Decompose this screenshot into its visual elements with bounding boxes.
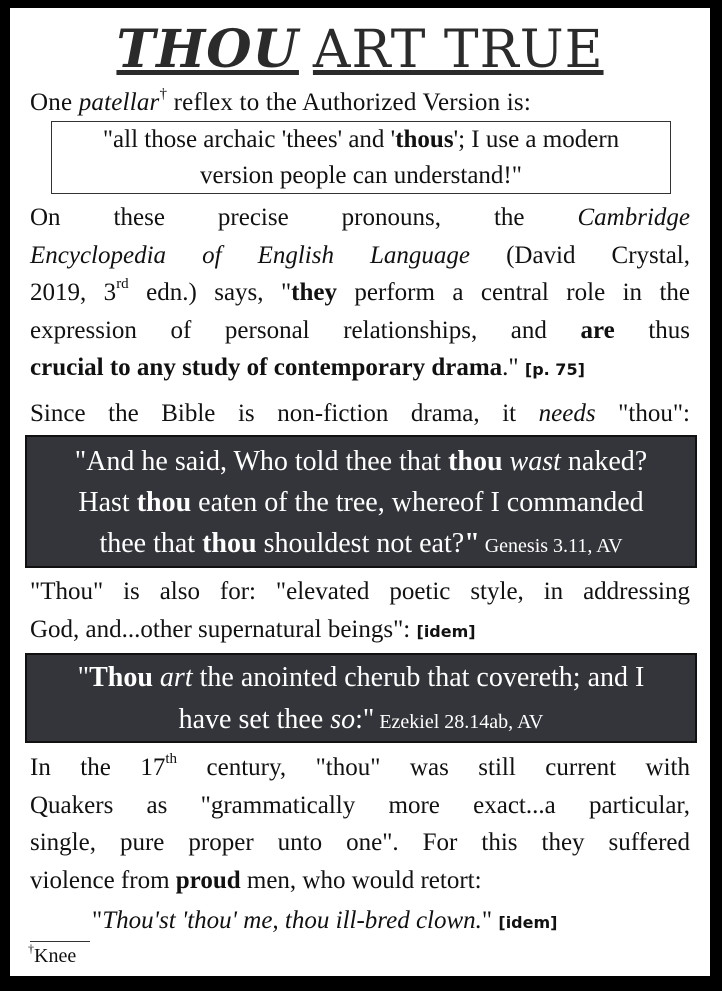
since-italic-needs: needs bbox=[538, 400, 596, 427]
also-line-2 bbox=[30, 611, 690, 649]
verse-text: naked? bbox=[560, 446, 648, 477]
verse-text: shouldest not eat? bbox=[256, 528, 465, 559]
cambridge-text: perform a central role in the bbox=[336, 279, 691, 306]
quote-bold-thous: thous bbox=[395, 126, 454, 153]
cambridge-bold: crucial to any study of contemporary drama bbox=[30, 354, 503, 381]
also-paragraph bbox=[30, 573, 690, 648]
verse-text: "And he said, Who told thee that bbox=[74, 446, 449, 477]
verse-bold-thou: thou bbox=[448, 446, 503, 477]
since-text: "thou": bbox=[595, 400, 690, 427]
cambridge-text: (David Crystal, bbox=[470, 241, 691, 269]
cambridge-text: expression of personal relationships, and bbox=[30, 316, 581, 344]
also-text: God, and...other supernatural beings": bbox=[30, 615, 417, 643]
footnote-divider bbox=[30, 941, 90, 942]
verse1-line-2 bbox=[27, 482, 695, 523]
cambridge-text: thus bbox=[614, 316, 690, 344]
intro-italic-patellar: patellar bbox=[78, 89, 160, 116]
quakers-line-3: single, pure proper unto one". For this they suffered bbox=[30, 829, 690, 856]
verse-text: the anointed cherub that covereth; and I bbox=[192, 662, 645, 693]
idem-reference: [idem] bbox=[416, 621, 476, 641]
intro-text: One bbox=[30, 89, 79, 116]
quakers-text: men, who would retort: bbox=[240, 866, 482, 894]
verse-text: Hast bbox=[78, 487, 137, 518]
retort-text: " bbox=[92, 907, 103, 934]
ordinal-superscript: rd bbox=[116, 276, 129, 292]
quote-text: '; I use a modern bbox=[453, 126, 620, 153]
quakers-line-1 bbox=[30, 749, 690, 787]
quakers-text: In the 17 bbox=[30, 754, 166, 781]
intro-paragraph bbox=[30, 84, 690, 122]
title-art-true: ART TRUE bbox=[312, 20, 604, 80]
page-reference: [p. 75] bbox=[524, 360, 585, 379]
footnote-mark-dagger: † bbox=[159, 86, 168, 102]
quakers-line-4 bbox=[30, 862, 690, 900]
cambridge-bold: they bbox=[291, 279, 337, 306]
verse-reference: Ezekiel 28.14ab, AV bbox=[374, 711, 544, 733]
cambridge-paragraph bbox=[30, 199, 690, 387]
cambridge-line-3 bbox=[30, 274, 690, 312]
quote-line-2: version people can understand!" bbox=[200, 162, 522, 189]
footnote bbox=[28, 941, 77, 968]
cambridge-line-5 bbox=[30, 349, 690, 387]
genesis-verse-box bbox=[25, 435, 697, 568]
quakers-text: century, "thou" was still current with bbox=[177, 754, 690, 781]
page-title bbox=[10, 19, 710, 80]
verse1-line-1 bbox=[27, 441, 695, 482]
idem-reference: [idem] bbox=[498, 913, 558, 932]
verse-text bbox=[153, 662, 160, 693]
ordinal-superscript: th bbox=[165, 751, 178, 767]
quakers-bold-proud: proud bbox=[175, 866, 241, 894]
cambridge-line-2 bbox=[30, 237, 690, 275]
quakers-paragraph bbox=[30, 749, 690, 899]
verse-italic: art bbox=[159, 662, 193, 693]
cambridge-text: 2019, 3 bbox=[30, 279, 117, 306]
verse-text: have set thee bbox=[178, 704, 331, 735]
ezekiel-verse-box bbox=[25, 653, 697, 743]
verse1-line-3 bbox=[27, 523, 695, 564]
quote-line-1 bbox=[52, 122, 670, 158]
document-page bbox=[10, 8, 710, 976]
also-line-1: "Thou" is also for: "elevated poetic style, in addressing bbox=[30, 578, 690, 605]
verse-italic: wast bbox=[509, 446, 561, 477]
cambridge-line-1 bbox=[30, 199, 690, 237]
title-thou: THOU bbox=[116, 19, 299, 80]
verse-text: thee that bbox=[99, 528, 203, 559]
retort-line bbox=[92, 902, 692, 940]
modern-version-quote-box bbox=[51, 121, 671, 194]
intro-text-end: reflex to the Authorized Version is: bbox=[167, 89, 531, 116]
retort-text: " bbox=[481, 907, 499, 934]
verse-reference: Genesis 3.11, AV bbox=[479, 535, 623, 557]
cambridge-bold: are bbox=[580, 316, 615, 344]
retort-text-line bbox=[92, 902, 692, 940]
cambridge-text: ." bbox=[502, 354, 525, 381]
cambridge-italic: Encyclopedia of English Language bbox=[30, 241, 471, 269]
verse-bold-thou: Thou bbox=[89, 662, 153, 693]
verse-bold-thou: thou bbox=[136, 487, 192, 518]
quakers-line-2: Quakers as "grammatically more exact...a particular, bbox=[30, 791, 690, 819]
since-line bbox=[30, 395, 690, 433]
quote-text: "all those archaic 'thees' and ' bbox=[102, 126, 396, 153]
since-text: Since the Bible is non-fiction drama, it bbox=[30, 400, 539, 427]
footnote-dagger: † bbox=[28, 941, 34, 956]
since-paragraph bbox=[30, 395, 690, 433]
verse-text: eaten of the tree, whereof I commanded bbox=[191, 487, 644, 518]
quakers-text: violence from bbox=[30, 866, 176, 894]
verse2-line-2 bbox=[27, 699, 695, 741]
verse-text: " bbox=[77, 662, 90, 693]
cambridge-italic: Cambridge bbox=[577, 204, 690, 231]
verse-text: :" bbox=[355, 704, 375, 735]
retort-italic: Thou'st 'thou' me, thou ill-bred clown. bbox=[102, 907, 482, 934]
cambridge-line-4 bbox=[30, 312, 690, 350]
cambridge-text: edn.) says, " bbox=[128, 279, 292, 306]
verse-text: " bbox=[464, 528, 480, 559]
cambridge-text: On these precise pronouns, the bbox=[30, 204, 578, 231]
verse-italic: so bbox=[330, 704, 356, 735]
verse-text bbox=[503, 446, 510, 477]
verse2-line-1 bbox=[27, 657, 695, 699]
footnote-text: Knee bbox=[34, 945, 77, 967]
verse-bold-thou: thou bbox=[202, 528, 257, 559]
